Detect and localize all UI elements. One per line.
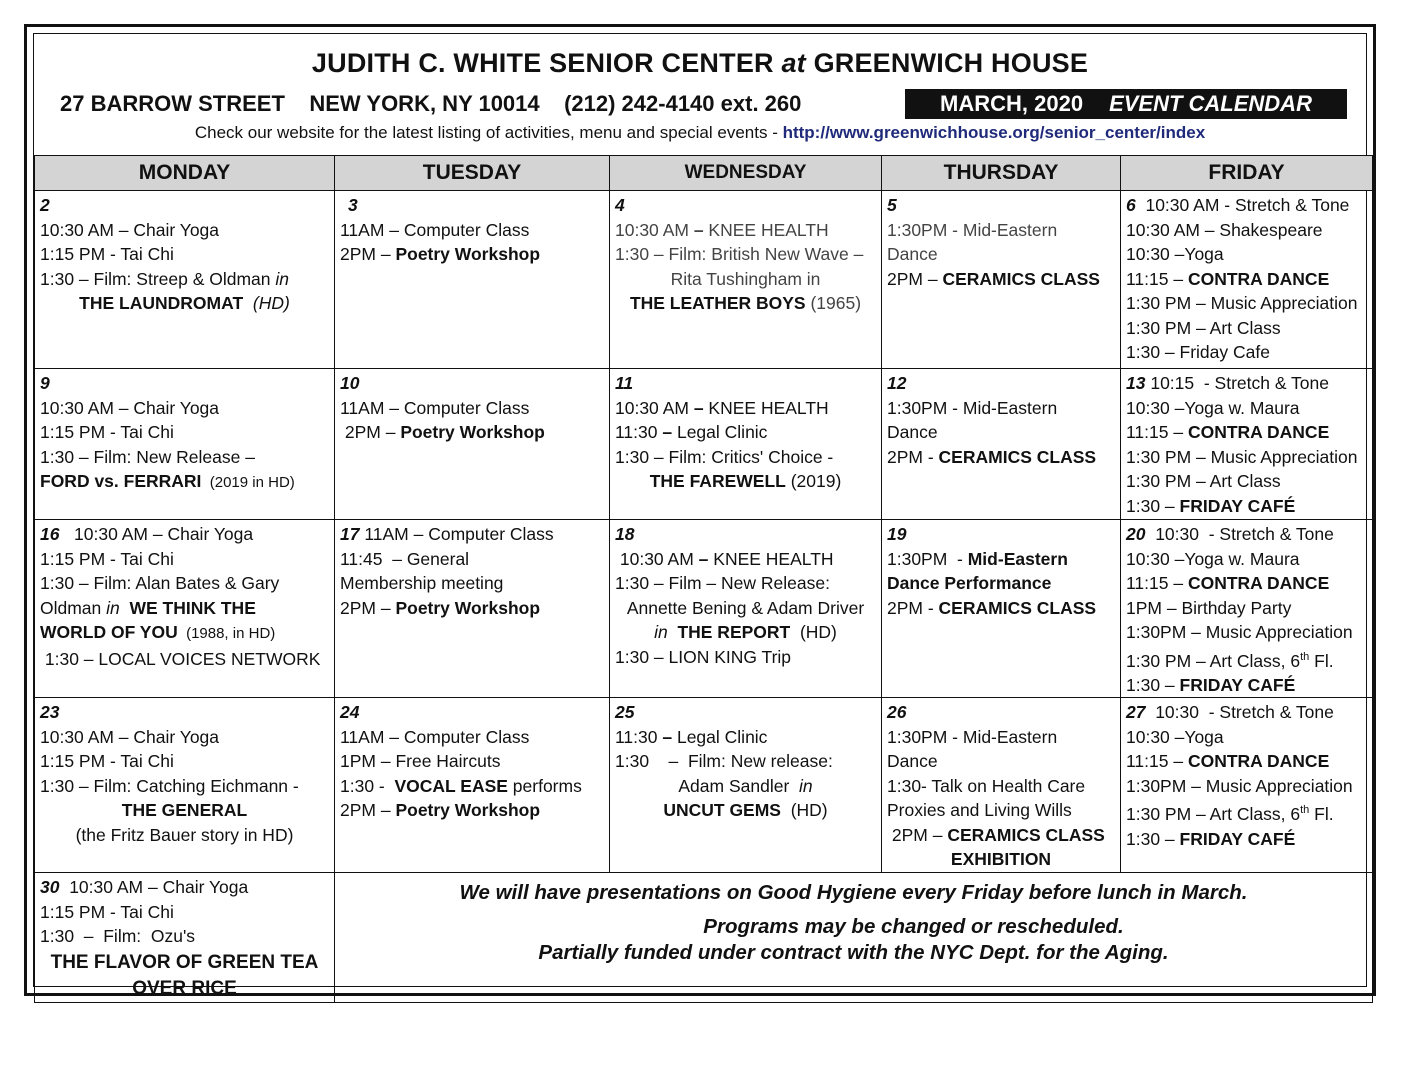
- day-number: 27: [1126, 702, 1146, 723]
- calendar-label: EVENT CALENDAR: [1109, 91, 1312, 116]
- event-line: [40, 596, 329, 621]
- day-number: 18: [615, 524, 635, 544]
- event-line: 1:15 PM - Tai Chi: [40, 548, 174, 569]
- event-line: [1126, 193, 1367, 218]
- event-line: 1PM – Birthday Party: [1126, 597, 1292, 618]
- event-line: Proxies and Living Wills: [887, 800, 1072, 821]
- notes-hygiene: We will have presentations on Good Hygiene every Friday before lunch in March.: [459, 881, 1248, 905]
- event-title: UNCUT GEMS: [663, 800, 781, 821]
- event-title: THE LEATHER BOYS: [629, 293, 806, 313]
- event-line: [40, 875, 329, 900]
- event-line: 1:30- Talk on Health Care: [887, 775, 1086, 796]
- event-text: Legal Clinic: [676, 422, 768, 442]
- event-line: [40, 620, 329, 647]
- notes-funding: Partially funded under contract with the NYC Dept. for the Aging.: [538, 941, 1169, 965]
- event-text: 11:15 –: [1126, 751, 1188, 772]
- event-title: WE THINK THE: [119, 597, 256, 618]
- day-number: 9: [40, 373, 50, 393]
- event-line: 1:30PM - Mid-Eastern: [887, 219, 1058, 240]
- event-line: 11AM – Computer Class: [340, 219, 530, 240]
- event-text: 11:15 –: [1126, 573, 1188, 593]
- day-cell-20: [1121, 520, 1373, 698]
- event-text: 11:30: [615, 726, 663, 747]
- event-text: performs: [507, 775, 582, 796]
- day-header-tuesday: TUESDAY: [335, 156, 610, 191]
- event-line: [615, 798, 876, 823]
- event-line: 11AM – Computer Class: [340, 726, 530, 747]
- calendar-table: [34, 155, 1373, 1003]
- day-number: 13: [1126, 373, 1146, 393]
- event-line: 1:30 – Film: British New Wave –: [615, 244, 864, 264]
- event-text: (2019): [785, 471, 842, 491]
- event-title: THE REPORT: [667, 622, 791, 642]
- event-line: [340, 420, 604, 445]
- day-header-wednesday: WEDNESDAY: [610, 156, 882, 191]
- event-line: 10:30 –Yoga w. Maura: [1126, 397, 1300, 418]
- event-title: CONTRA DANCE: [1187, 751, 1330, 772]
- event-line: 1:30 – LION KING Trip: [615, 646, 792, 667]
- event-text: (HD): [252, 293, 290, 313]
- day-header-row: [35, 156, 1373, 191]
- event-title: OVER RICE: [132, 978, 237, 1000]
- day-header-thursday: THURSDAY: [882, 156, 1121, 191]
- day-number: 25: [615, 702, 635, 723]
- event-line: 1:15 PM - Tai Chi: [40, 751, 174, 772]
- website-line: [34, 123, 1366, 143]
- event-line: 1:15 PM - Tai Chi: [40, 901, 174, 922]
- event-line: [615, 547, 876, 572]
- day-number: 3: [348, 195, 358, 215]
- event-text: 10:30 AM – Chair Yoga: [59, 524, 254, 544]
- event-title: Poetry Workshop: [395, 597, 541, 618]
- day-number: 6: [1126, 195, 1136, 215]
- event-text: Fl.: [1309, 804, 1334, 825]
- event-text: (HD): [790, 622, 837, 642]
- event-text: –: [698, 548, 714, 569]
- event-text: 10:30 AM: [615, 548, 699, 569]
- event-text: 2PM –: [340, 422, 401, 442]
- event-line: [1126, 522, 1367, 547]
- event-line: [1126, 371, 1367, 396]
- event-title: CONTRA DANCE: [1187, 422, 1330, 442]
- event-line: 10:30 AM – Shakespeare: [1126, 219, 1323, 240]
- event-line: (the Fritz Bauer story in HD): [75, 824, 294, 845]
- day-number: 11: [615, 373, 634, 393]
- event-text: 10:15 - Stretch & Tone: [1145, 373, 1330, 393]
- calendar-frame: [24, 24, 1376, 1000]
- event-title: CERAMICS CLASS: [942, 268, 1100, 289]
- event-line: [887, 267, 1115, 292]
- event-text: –: [693, 219, 709, 240]
- event-text: 10:30 AM: [615, 397, 694, 418]
- event-title: FRIDAY CAFÉ: [1179, 828, 1296, 849]
- event-line: [1126, 700, 1367, 725]
- event-text: (HD): [780, 800, 828, 821]
- day-cell-18: [610, 520, 882, 698]
- day-cell-26: [882, 698, 1121, 873]
- week-row: [35, 191, 1373, 369]
- event-line: [40, 469, 329, 496]
- event-line: 1:30 – Film: Critics' Choice -: [615, 446, 834, 467]
- notes-cell: [335, 873, 1373, 1003]
- event-text: 1:30 PM – Art Class, 6: [1126, 804, 1301, 825]
- event-line: 1:30 PM – Music Appreciation: [1126, 446, 1358, 467]
- event-line: [340, 242, 604, 267]
- event-text: Adam Sandler: [678, 775, 799, 796]
- day-cell-25: [610, 698, 882, 873]
- event-title: FRIDAY CAFÉ: [1179, 495, 1296, 516]
- event-line: [615, 291, 876, 316]
- event-line: 10:30 AM – Chair Yoga: [40, 397, 220, 418]
- day-cell-11: [610, 369, 882, 520]
- day-cell-10: [335, 369, 610, 520]
- event-title: FRIDAY CAFÉ: [1179, 674, 1296, 695]
- event-text: th: [1300, 804, 1310, 817]
- address: 27 BARROW STREET NEW YORK, NY 10014 (212) 242-4140 ext. 260: [60, 91, 802, 116]
- event-line: 1:15 PM - Tai Chi: [40, 244, 174, 264]
- event-line: [615, 396, 876, 421]
- event-line: 11:45 – General: [340, 548, 470, 569]
- day-header-monday: MONDAY: [35, 156, 335, 191]
- event-title: CERAMICS CLASS: [947, 824, 1105, 845]
- day-cell-16: [35, 520, 335, 698]
- event-text: (2019 in HD): [201, 474, 295, 491]
- day-number: 23: [40, 702, 60, 723]
- notes-changes: Programs may be changed or rescheduled.: [703, 915, 1124, 939]
- event-line: 10:30 –Yoga w. Maura: [1126, 548, 1300, 569]
- event-line: 1:30PM – Music Appreciation: [1126, 622, 1353, 642]
- day-number: 2: [40, 195, 50, 215]
- event-text: in: [106, 597, 120, 618]
- day-number: 19: [887, 524, 907, 544]
- event-title: Poetry Workshop: [395, 244, 541, 264]
- day-cell-17: [335, 520, 610, 698]
- event-text: 2PM –: [340, 800, 396, 821]
- event-text: 1:30PM -: [887, 548, 968, 569]
- event-text: 2PM –: [340, 597, 396, 618]
- event-text: Legal Clinic: [676, 726, 768, 747]
- month-banner: [905, 89, 1347, 119]
- event-line: 1:30PM - Mid-Eastern: [887, 726, 1058, 747]
- event-line: [40, 291, 329, 316]
- event-line: [40, 267, 329, 292]
- event-line: [1126, 420, 1367, 445]
- day-number: 26: [887, 702, 907, 723]
- event-text: 2PM -: [887, 597, 939, 618]
- day-number: 17: [340, 524, 360, 544]
- day-cell-13: [1121, 369, 1373, 520]
- event-line: 11AM – Computer Class: [340, 397, 530, 418]
- event-line: [887, 823, 1115, 848]
- day-cell-9: [35, 369, 335, 520]
- day-cell-19: [882, 520, 1121, 698]
- event-text: 10:30 - Stretch & Tone: [1145, 702, 1334, 723]
- title-part: JUDITH C. WHITE SENIOR CENTER: [311, 48, 774, 78]
- event-title: EXHIBITION: [950, 849, 1052, 870]
- event-title: VOCAL EASE: [394, 775, 508, 796]
- event-text: –: [662, 422, 677, 442]
- event-text: 2PM –: [887, 268, 943, 289]
- event-text: 10:30 AM - Stretch & Tone: [1135, 195, 1350, 215]
- week-row: [35, 369, 1373, 520]
- event-line: 10:30 AM – Chair Yoga: [40, 726, 220, 747]
- calendar-inner: [33, 33, 1367, 1000]
- event-text: 11:15 –: [1126, 422, 1188, 442]
- event-title: FORD vs. FERRARI: [40, 471, 202, 491]
- event-text: Fl.: [1309, 650, 1334, 671]
- event-line: 1:30 – Film: Alan Bates & Gary: [40, 573, 280, 593]
- event-text: (1988, in HD): [177, 625, 276, 642]
- day-cell-6: [1121, 191, 1373, 369]
- event-title: CERAMICS CLASS: [938, 597, 1097, 618]
- title-part: GREENWICH HOUSE: [813, 48, 1089, 78]
- event-line: 1:30PM – Music Appreciation: [1126, 775, 1353, 796]
- event-text: –: [693, 397, 709, 418]
- event-line: [1126, 749, 1367, 774]
- event-text: KNEE HEALTH: [708, 219, 829, 240]
- event-title: CONTRA DANCE: [1187, 268, 1330, 289]
- day-header-friday: FRIDAY: [1121, 156, 1373, 191]
- event-line: [1126, 798, 1367, 826]
- event-text: KNEE HEALTH: [713, 548, 834, 569]
- day-number: 4: [615, 195, 625, 215]
- event-text: (1965): [805, 293, 862, 313]
- event-line: [615, 725, 876, 750]
- day-number: 30: [40, 877, 60, 898]
- event-line: [340, 798, 604, 823]
- event-line: [1126, 267, 1367, 292]
- day-number: 24: [340, 702, 360, 723]
- event-line: 1:30 – Film: New release:: [615, 751, 833, 772]
- event-line: [615, 620, 876, 645]
- event-line: 1:30 – Friday Cafe: [1126, 342, 1270, 362]
- event-text: 2PM –: [340, 244, 396, 264]
- event-text: 2PM -: [887, 446, 939, 467]
- event-line: [340, 774, 604, 799]
- event-line: Dance: [887, 422, 938, 442]
- month-label: MARCH, 2020: [940, 91, 1084, 116]
- day-cell-30: [35, 873, 335, 1003]
- event-title: Mid-Eastern: [967, 548, 1068, 569]
- event-text: Oldman: [40, 597, 107, 618]
- event-text: in: [799, 775, 813, 796]
- event-line: Dance Performance: [887, 573, 1052, 593]
- event-title: Poetry Workshop: [400, 422, 545, 442]
- event-title: CONTRA DANCE: [1187, 573, 1330, 593]
- event-line: 1:30 – Film: Ozu's: [40, 926, 196, 947]
- event-text: 1:30 -: [340, 775, 395, 796]
- event-line: [1126, 571, 1367, 596]
- day-cell-23: [35, 698, 335, 873]
- title-at: at: [781, 48, 806, 78]
- event-line: 1:30 – LOCAL VOICES NETWORK: [40, 648, 321, 669]
- event-text: 10:30 AM – Chair Yoga: [59, 877, 249, 898]
- event-line: 1:30 PM – Art Class: [1126, 471, 1281, 491]
- event-text: in: [275, 268, 290, 289]
- event-line: [40, 522, 329, 547]
- event-text: 1:30 –: [1126, 674, 1180, 695]
- event-title: THE FAREWELL: [649, 471, 786, 491]
- website-link[interactable]: http://www.greenwichhouse.org/senior_center/index: [782, 123, 1206, 142]
- event-line: 1:30 – Film: New Release –: [40, 446, 255, 467]
- day-cell-24: [335, 698, 610, 873]
- event-text: KNEE HEALTH: [708, 397, 829, 418]
- day-cell-5: [882, 191, 1121, 369]
- event-text: –: [662, 726, 677, 747]
- event-line: [887, 445, 1115, 470]
- event-line: Rita Tushingham in: [670, 268, 821, 289]
- address-row: [60, 89, 1350, 121]
- event-line: 10:30 AM – Chair Yoga: [40, 219, 220, 240]
- event-line: 1:15 PM - Tai Chi: [40, 422, 174, 442]
- event-line: [340, 522, 604, 547]
- week-row: [35, 698, 1373, 873]
- day-cell-2: [35, 191, 335, 369]
- event-text: 11:30: [615, 422, 663, 442]
- event-title: CERAMICS CLASS: [938, 446, 1097, 467]
- event-text: 11:15 –: [1126, 268, 1188, 289]
- event-line: [340, 596, 604, 621]
- event-line: 1:30 – Film: Catching Eichmann -: [40, 775, 299, 796]
- event-line: Dance: [887, 751, 938, 772]
- event-line: Membership meeting: [340, 573, 504, 593]
- day-number: 16: [40, 524, 60, 544]
- event-text: th: [1300, 650, 1310, 663]
- event-line: Annette Bening & Adam Driver: [626, 597, 865, 618]
- event-title: THE FLAVOR OF GREEN TEA: [50, 951, 319, 973]
- event-line: [887, 547, 1115, 572]
- event-line: 10:30 –Yoga: [1126, 244, 1224, 264]
- event-text: 10:30 - Stretch & Tone: [1145, 524, 1334, 544]
- day-number: 20: [1126, 524, 1146, 544]
- event-line: 1:30 – Film – New Release:: [615, 573, 830, 593]
- event-line: [1126, 673, 1367, 698]
- event-line: [1126, 827, 1367, 852]
- event-title: Poetry Workshop: [395, 800, 541, 821]
- event-line: [887, 596, 1115, 621]
- event-text: 1:30 –: [1126, 828, 1180, 849]
- day-number: 10: [340, 373, 360, 393]
- event-title: THE GENERAL: [121, 800, 248, 821]
- day-number: 12: [887, 373, 907, 393]
- day-cell-3: [335, 191, 610, 369]
- day-number: 5: [887, 195, 897, 215]
- website-text: Check our website for the latest listing of activities, menu and special events -: [194, 123, 778, 142]
- event-title: THE LAUNDROMAT: [79, 293, 244, 313]
- event-line: [1126, 645, 1367, 673]
- event-line: [1126, 494, 1367, 519]
- event-title: WORLD OF YOU: [40, 622, 178, 642]
- event-line: Dance: [887, 244, 938, 264]
- event-line: [615, 218, 876, 243]
- event-line: 1PM – Free Haircuts: [340, 751, 501, 772]
- event-line: 1:30PM - Mid-Eastern: [887, 397, 1058, 418]
- event-text: 1:30 –: [1126, 495, 1180, 516]
- event-text: 10:30 AM: [615, 219, 694, 240]
- day-cell-4: [610, 191, 882, 369]
- day-cell-27: [1121, 698, 1373, 873]
- event-line: [615, 469, 876, 494]
- day-cell-12: [882, 369, 1121, 520]
- event-text: 1:30 PM – Art Class, 6: [1126, 650, 1301, 671]
- center-title: [34, 48, 1366, 79]
- week-row: [35, 520, 1373, 698]
- event-line: [615, 774, 876, 799]
- event-line: 10:30 –Yoga: [1126, 726, 1224, 747]
- event-line: 1:30 PM – Music Appreciation: [1126, 293, 1358, 313]
- event-text: 1:30 – Film: Streep & Oldman: [40, 268, 276, 289]
- event-line: 1:30 PM – Art Class: [1126, 317, 1281, 338]
- week-row: [35, 873, 1373, 1003]
- event-text: 2PM –: [887, 824, 948, 845]
- event-text: 11AM – Computer Class: [359, 524, 554, 544]
- event-text: in: [654, 622, 668, 642]
- event-line: [615, 420, 876, 445]
